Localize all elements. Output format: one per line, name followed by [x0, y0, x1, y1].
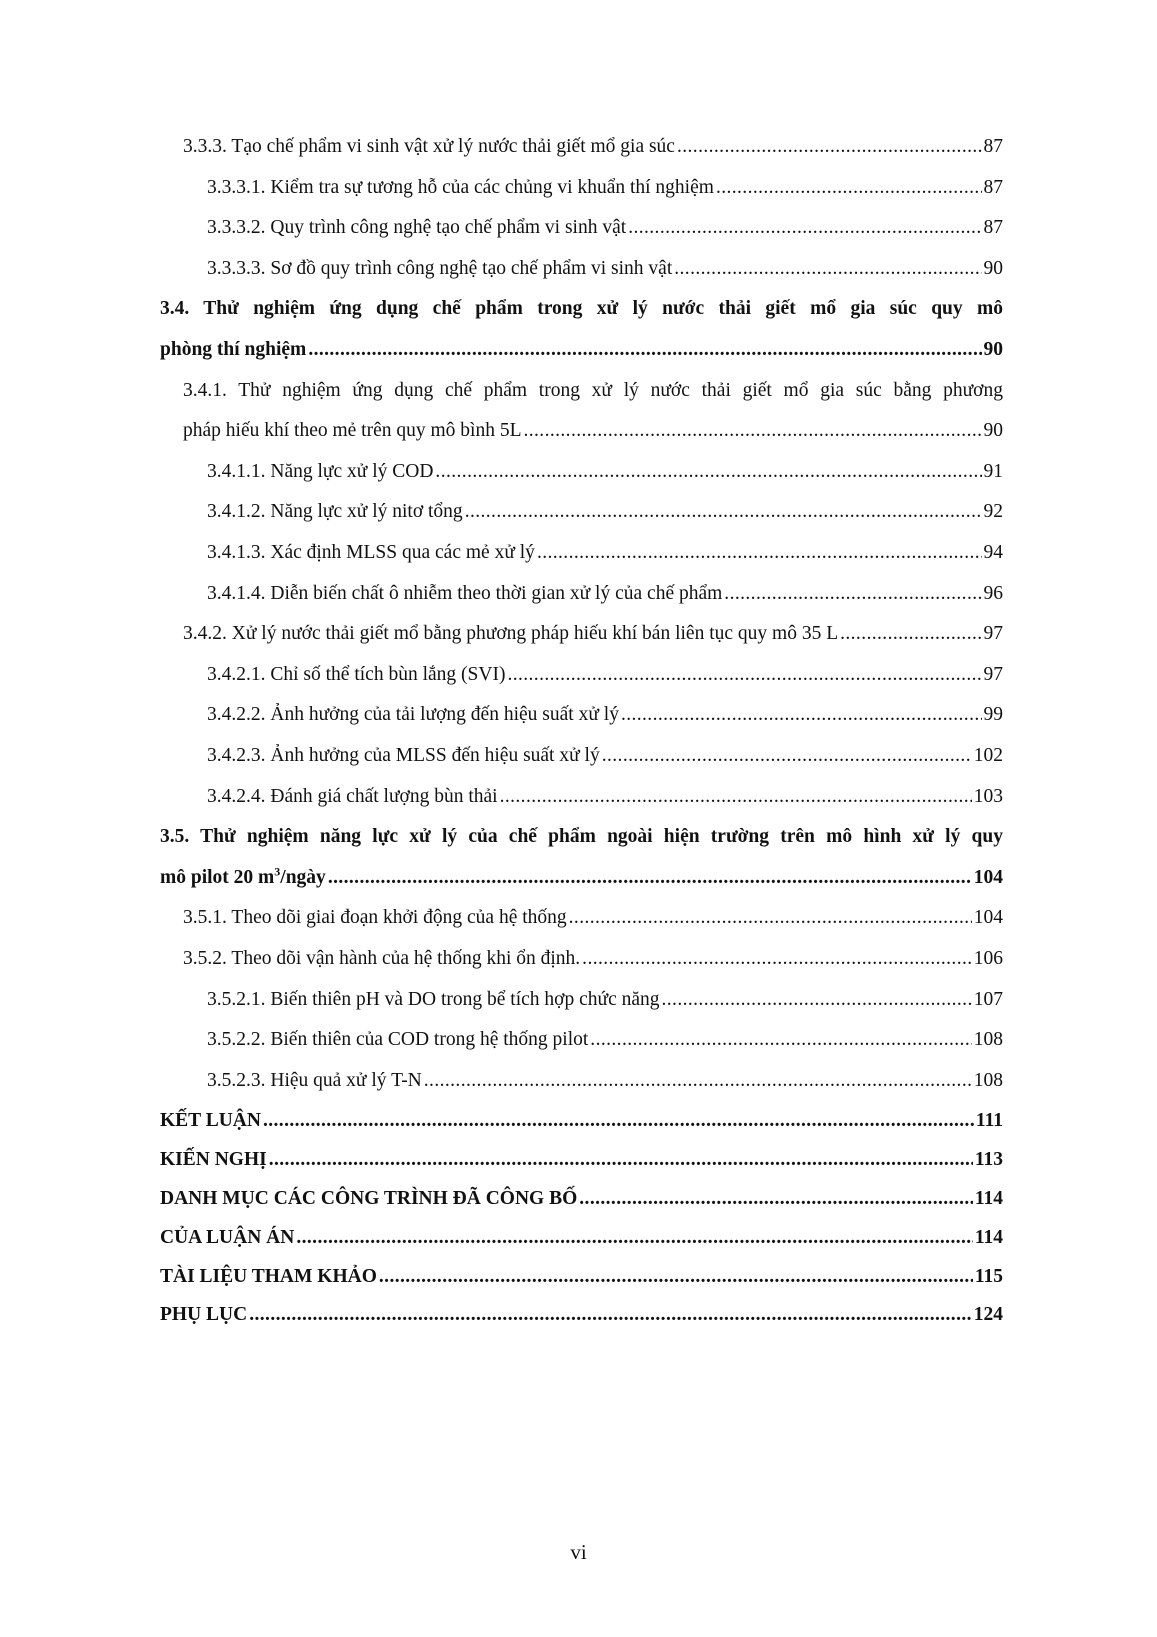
toc-entry [207, 538, 1003, 568]
toc-entry-title [183, 132, 675, 162]
dot-leader [716, 173, 982, 203]
dot-leader [424, 1066, 972, 1096]
toc-entry-text: PHỤ LỤC [160, 1304, 248, 1326]
dot-leader [840, 619, 981, 649]
dot-leader [602, 741, 972, 771]
dot-leader [379, 1262, 973, 1292]
toc-entry-text: Tạo chế phẩm vi sinh vật xử lý nước thải giết mổ gia súc [231, 136, 675, 157]
toc-entry-text: Kiểm tra sự tương hỗ của các chủng vi khuẩn thí nghiệm [270, 176, 714, 198]
toc-entry [183, 944, 1003, 974]
toc-entry-text: TÀI LIỆU THAM KHẢO [160, 1265, 377, 1287]
toc-entry [207, 985, 1003, 1015]
dot-leader [523, 416, 981, 446]
toc-entry [160, 1145, 1003, 1175]
toc-entry [207, 173, 1003, 203]
toc-entry-title [207, 741, 600, 771]
toc-entry-number: 3.5.2.2. [207, 1029, 266, 1051]
toc-entry-title [160, 1300, 247, 1330]
toc-entry-page: 97 [983, 623, 1003, 645]
toc-entry-line2 [160, 335, 1003, 365]
dot-leader [507, 660, 981, 690]
toc-entry-page: 108 [973, 1069, 1003, 1091]
toc-entry-number: 3.4 [160, 298, 185, 320]
dot-leader [269, 1145, 973, 1175]
toc-entry-page: 107 [973, 988, 1003, 1010]
toc-entry [160, 1106, 1003, 1136]
toc-entry-continuation [160, 863, 326, 893]
toc-entry-number: 3.3.3. [183, 136, 227, 157]
toc-entry-page: 90 [983, 339, 1003, 360]
toc-entry-page: 113 [974, 1149, 1003, 1171]
toc-entry [207, 254, 1003, 284]
toc-entry-number: 3.5.2. [183, 948, 227, 969]
toc-entry-page: 103 [973, 785, 1003, 807]
toc-entry-title [183, 903, 567, 933]
toc-entry [160, 1184, 1003, 1214]
toc-entry-text: Thử nghiệm ứng dụng chế phẩm trong xử lý nước thải giết mổ gia súc bằng phương [238, 379, 1003, 401]
toc-entry-title [160, 1184, 577, 1214]
toc-entry-number: 3.5.1. [183, 907, 227, 929]
toc-entry [183, 903, 1003, 933]
toc-entry-number: 3.4.1.1. [207, 460, 266, 482]
dot-leader [328, 863, 972, 893]
toc-entry [207, 457, 1003, 487]
toc-entry-number: 3.4.1.4. [207, 582, 266, 604]
dot-leader [308, 335, 981, 365]
toc-entry-text: KIẾN NGHỊ [160, 1149, 267, 1171]
toc-entry-page: 92 [983, 501, 1003, 523]
dot-leader [296, 1223, 972, 1253]
dot-leader [500, 782, 972, 812]
toc-entry-text: Năng lực xử lý nitơ tổng [270, 501, 463, 523]
toc-entry [207, 660, 1003, 690]
toc-entry-page: 104 [973, 866, 1003, 888]
toc-entry-page: 102 [973, 745, 1003, 766]
toc-entry [207, 1025, 1003, 1055]
toc-entry-page: 97 [983, 663, 1003, 685]
toc-entry-text: Quy trình công nghệ tạo chế phẩm vi sinh vật [270, 217, 627, 239]
toc-entry-continuation [183, 416, 521, 446]
toc-entry-page: 114 [974, 1226, 1003, 1248]
toc-entry-title [207, 538, 535, 568]
toc-entry-page: 90 [983, 420, 1003, 442]
toc-entry-title [207, 579, 722, 609]
toc-entry-text-tail: /ngày [280, 866, 326, 888]
toc-entry-text: Năng lực xử lý COD [270, 460, 434, 482]
toc-entry-page: 91 [983, 460, 1003, 482]
toc-entry-line2 [183, 416, 1003, 446]
toc-entry [160, 1223, 1003, 1253]
toc-entry-title [207, 1025, 588, 1055]
toc-entry-number: 3.5.2.1. [207, 988, 266, 1010]
toc-entry-text: Ảnh hưởng của tải lượng đến hiệu suất xử lý [270, 704, 619, 726]
toc-entry-page: 111 [975, 1110, 1003, 1132]
toc-entry-title [207, 985, 660, 1015]
toc-entry [160, 1300, 1003, 1330]
dot-leader [724, 579, 981, 609]
toc-entry [183, 132, 1003, 162]
toc-entry-title [207, 254, 672, 284]
toc-entry-title [183, 376, 1003, 406]
toc-entry [207, 1066, 1003, 1096]
toc-entry-number: 3.4.2.3. [207, 745, 266, 766]
toc-entry-text: Hiệu quả xử lý T-N [270, 1069, 422, 1091]
toc-entry-text: Xử lý nước thải giết mổ bằng phương pháp hiếu khí bán liên tục quy mô 35 L [231, 623, 839, 645]
toc-entry-line2 [160, 863, 1003, 893]
toc-entry-number: 3.3.3.3. [207, 257, 266, 279]
toc-entry-title [207, 173, 714, 203]
toc-entry-page: 90 [983, 257, 1003, 279]
toc-entry [207, 579, 1003, 609]
toc-entry-page: 99 [983, 704, 1003, 726]
toc-entry-number: 3.3.3.1. [207, 176, 266, 198]
toc-entry [207, 782, 1003, 812]
toc-entry [207, 700, 1003, 730]
dot-leader [465, 497, 982, 527]
toc-entry [207, 741, 1003, 771]
toc-entry-title: 3.5. Thử nghiệm năng lực xử lý của chế phẩm ngoài hiện trường trên mô hình xử lý quy [160, 826, 1003, 848]
toc-entry-page: 87 [983, 176, 1003, 198]
toc-entry-page: 108 [973, 1029, 1003, 1051]
toc-entry-text-cont: mô pilot 20 m [160, 866, 275, 888]
toc-entry-number: 3.3.3.2. [207, 217, 266, 239]
toc-entry-title [160, 1223, 294, 1253]
toc-entry-title [207, 497, 463, 527]
toc-entry-text: Xác định MLSS qua các mẻ xử lý [270, 542, 535, 563]
toc-entry-page: 115 [974, 1265, 1003, 1287]
dot-leader [249, 1300, 972, 1330]
toc-entry-text: Đánh giá chất lượng bùn thải [270, 785, 498, 807]
toc-entry-title [207, 700, 619, 730]
dot-leader [677, 132, 982, 162]
toc-entry-number: 3.4.1.3. [207, 542, 266, 563]
dot-leader [579, 1184, 973, 1214]
toc-entry-text: Thử nghiệm năng lực xử lý của chế phẩm ngoài hiện trường trên mô hình xử lý quy [200, 826, 1003, 848]
dot-leader [582, 944, 972, 974]
dot-leader [621, 700, 982, 730]
toc-entry-page: 96 [983, 582, 1003, 604]
toc-entry-text: Theo dõi vận hành của hệ thống khi ổn định. [231, 948, 581, 969]
toc-entry-title [207, 1066, 422, 1096]
toc-entry-title [160, 1145, 267, 1175]
dot-leader [674, 254, 981, 284]
dot-leader [263, 1106, 974, 1136]
toc-entry-text: Sơ đồ quy trình công nghệ tạo chế phẩm vi sinh vật [270, 257, 673, 279]
toc-entry-text: DANH MỤC CÁC CÔNG TRÌNH ĐÃ CÔNG BỐ [160, 1188, 578, 1209]
toc-entry-title [207, 782, 498, 812]
toc-entry-number: 3.4.1. [183, 379, 227, 401]
dot-leader [628, 213, 981, 243]
dot-leader [662, 985, 972, 1015]
toc-entry-page: 104 [973, 907, 1003, 929]
toc-entry-title [207, 213, 626, 243]
toc-entry-title [207, 660, 505, 690]
toc-entry-page: 114 [974, 1188, 1003, 1209]
toc-entry-text: Thử nghiệm ứng dụng chế phẩm trong xử lý nước thải giết mổ gia súc quy mô [203, 298, 1003, 320]
superscript: 3 [274, 864, 281, 879]
toc-entry-page: 87 [983, 136, 1003, 157]
toc-entry-number: 3.4.2. [183, 623, 227, 645]
toc-entry [183, 619, 1003, 649]
toc-entry-number: 3.4.2.2. [207, 704, 266, 726]
toc-entry-title [183, 619, 838, 649]
toc-entry-page: 106 [973, 948, 1003, 969]
toc-entry-text-cont: phòng thí nghiệm [160, 339, 307, 360]
dot-leader [435, 457, 981, 487]
toc-entry-text: Ảnh hưởng của MLSS đến hiệu suất xử lý [270, 745, 600, 766]
toc-entry-number: 3.5 [160, 826, 185, 848]
toc-entry-line1 [160, 294, 1003, 324]
page-number: vi [570, 1540, 587, 1564]
toc-entry-text: Chỉ số thể tích bùn lắng (SVI) [270, 663, 506, 685]
dot-leader [569, 903, 972, 933]
toc-entry [207, 497, 1003, 527]
dot-leader [537, 538, 982, 568]
toc-entry-page: 124 [973, 1304, 1003, 1326]
toc-entry-title [160, 1262, 377, 1292]
toc-entry-title [160, 1106, 261, 1136]
dot-leader [590, 1025, 971, 1055]
toc-entry-number: 3.4.2.1. [207, 663, 266, 685]
toc-entry-line1 [183, 376, 1003, 406]
toc-entry-number: 3.4.1.2. [207, 501, 266, 523]
toc-entry-text: KẾT LUẬN [160, 1110, 261, 1132]
toc-entry-number: 3.4.2.4. [207, 785, 266, 807]
toc-entry-page: 87 [983, 217, 1003, 239]
toc-entry-text: Theo dõi giai đoạn khởi động của hệ thống [231, 907, 567, 929]
toc-entry-text: Biến thiên pH và DO trong bể tích hợp chức năng [270, 988, 660, 1010]
toc-entry [160, 1262, 1003, 1292]
toc-entry-number: 3.5.2.3. [207, 1069, 266, 1091]
toc-entry-title [183, 944, 580, 974]
toc-entry [207, 213, 1003, 243]
toc-entry-page: 94 [983, 542, 1003, 563]
toc-entry-text: Biến thiên của COD trong hệ thống pilot [270, 1029, 589, 1051]
toc-entry-text: CỦA LUẬN ÁN [160, 1226, 295, 1248]
toc-entry-text-cont: pháp hiếu khí theo mẻ trên quy mô bình 5L [183, 420, 522, 442]
toc-entry-line1 [160, 822, 1003, 852]
toc-entry-title [207, 457, 433, 487]
toc-entry-text: Diễn biến chất ô nhiễm theo thời gian xử lý của chế phẩm [270, 582, 723, 604]
toc-entry-continuation [160, 335, 306, 365]
toc-entry-title: 3.4. Thử nghiệm ứng dụng chế phẩm trong xử lý nước thải giết mổ gia súc quy mô [160, 298, 1003, 320]
